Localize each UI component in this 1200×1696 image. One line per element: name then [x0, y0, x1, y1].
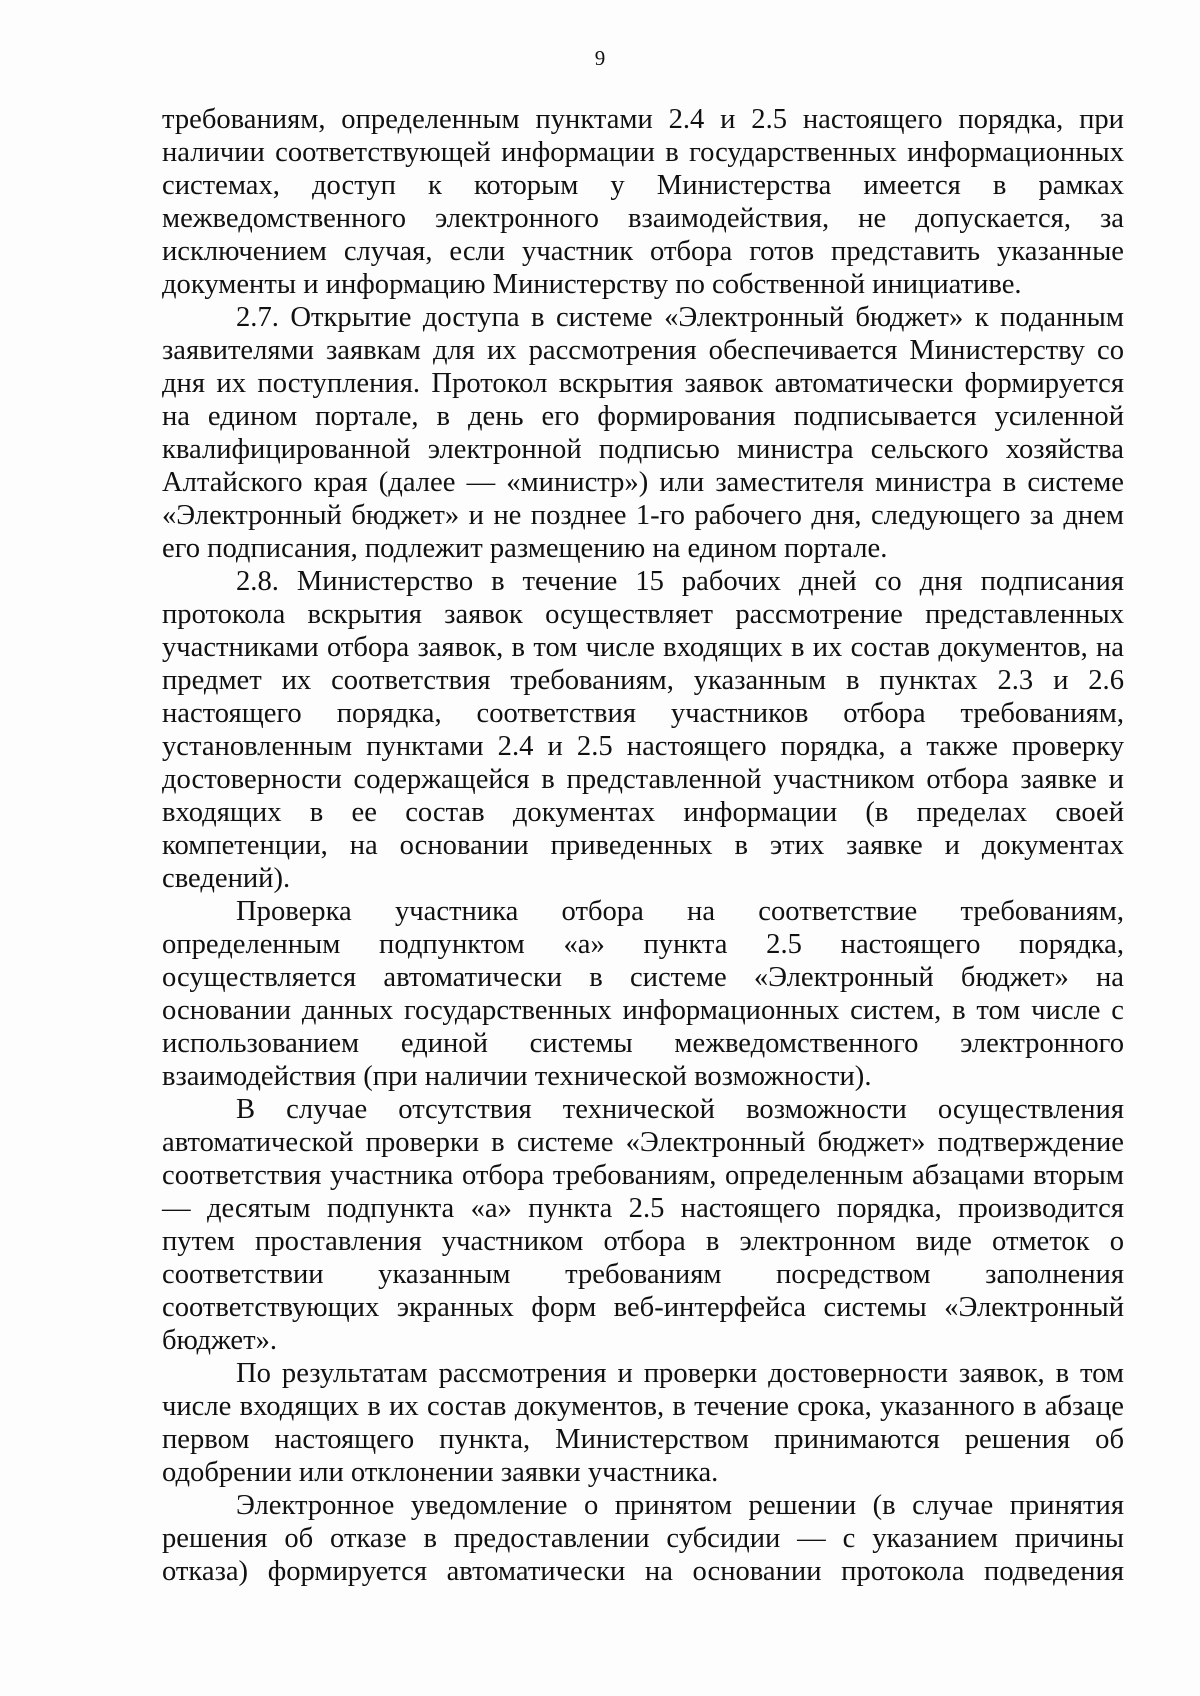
paragraph	[162, 301, 1124, 565]
text-line: требованиям, определенным пунктами 2.4 и 2.5 настоящего порядка, при	[162, 104, 1124, 135]
text-line: — десятым подпункта «а» пункта 2.5 настоящего порядка, производится	[162, 1193, 1124, 1224]
text-line: взаимодействия (при наличии технической возможности).	[162, 1061, 872, 1092]
text-line: компетенции, на основании приведенных в этих заявке и документах	[162, 830, 1124, 861]
text-line: протокола вскрытия заявок осуществляет рассмотрение представленных	[162, 599, 1124, 630]
text-line: системах, доступ к которым у Министерства имеется в рамках	[162, 170, 1124, 201]
text-line: наличии соответствующей информации в государственных информационных	[162, 137, 1124, 168]
text-line: Алтайского края (далее — «министр») или заместителя министра в системе	[162, 467, 1124, 498]
text-line: соответствии указанным требованиям посредством заполнения	[162, 1259, 1124, 1290]
paragraph	[162, 103, 1124, 301]
text-line: исключением случая, если участник отбора готов представить указанные	[162, 236, 1124, 267]
text-line: одобрении или отклонении заявки участника.	[162, 1457, 719, 1488]
paragraph	[162, 1093, 1124, 1357]
text-line: его подписания, подлежит размещению на едином портале.	[162, 533, 888, 564]
paragraph	[162, 1489, 1124, 1588]
text-line: 2.8. Министерство в течение 15 рабочих дней со дня подписания	[236, 566, 1124, 597]
text-line: путем проставления участником отбора в электронном виде отметок о	[162, 1226, 1124, 1257]
text-line: соответствия участника отбора требованиям, определенным абзацами вторым	[162, 1160, 1124, 1191]
paragraph	[162, 1357, 1124, 1489]
text-line: 2.7. Открытие доступа в системе «Электронный бюджет» к поданным	[236, 302, 1124, 333]
text-line: межведомственного электронного взаимодействия, не допускается, за	[162, 203, 1124, 234]
text-line: достоверности содержащейся в представленной участником отбора заявке и	[162, 764, 1124, 795]
text-line: определенным подпунктом «а» пункта 2.5 настоящего порядка,	[162, 929, 1124, 960]
paragraph	[162, 895, 1124, 1093]
text-line: заявителями заявкам для их рассмотрения обеспечивается Министерству со	[162, 335, 1124, 366]
paragraph	[162, 565, 1124, 895]
text-line: числе входящих в их состав документов, в течение срока, указанного в абзаце	[162, 1391, 1124, 1422]
text-line: отказа) формируется автоматически на основании протокола подведения	[162, 1556, 1124, 1587]
text-line: Электронное уведомление о принятом решении (в случае принятия	[236, 1490, 1124, 1521]
text-line: основании данных государственных информационных систем, в том числе с	[162, 995, 1124, 1026]
document-body	[162, 103, 1124, 1588]
text-line: квалифицированной электронной подписью министра сельского хозяйства	[162, 434, 1124, 465]
text-line: дня их поступления. Протокол вскрытия заявок автоматически формируется	[162, 368, 1124, 399]
text-line: документы и информацию Министерству по собственной инициативе.	[162, 269, 1022, 300]
text-line: бюджет».	[162, 1325, 278, 1356]
text-line: соответствующих экранных форм веб-интерфейса системы «Электронный	[162, 1292, 1124, 1323]
text-line: В случае отсутствия технической возможности осуществления	[236, 1094, 1124, 1125]
text-line: сведений).	[162, 863, 291, 894]
text-line: решения об отказе в предоставлении субсидии — с указанием причины	[162, 1523, 1124, 1554]
text-line: первом настоящего пункта, Министерством принимаются решения об	[162, 1424, 1124, 1455]
text-line: предмет их соответствия требованиям, указанным в пунктах 2.3 и 2.6	[162, 665, 1124, 696]
text-line: автоматической проверки в системе «Электронный бюджет» подтверждение	[162, 1127, 1124, 1158]
page-number: 9	[594, 46, 606, 70]
text-line: установленным пунктами 2.4 и 2.5 настоящего порядка, а также проверку	[162, 731, 1124, 762]
text-line: участниками отбора заявок, в том числе входящих в их состав документов, на	[162, 632, 1124, 663]
text-line: входящих в ее состав документах информации (в пределах своей	[162, 797, 1124, 828]
text-line: По результатам рассмотрения и проверки достоверности заявок, в том	[236, 1358, 1124, 1389]
text-line: использованием единой системы межведомственного электронного	[162, 1028, 1124, 1059]
text-line: настоящего порядка, соответствия участников отбора требованиям,	[162, 698, 1124, 729]
text-line: осуществляется автоматически в системе «Электронный бюджет» на	[162, 962, 1124, 993]
text-line: Проверка участника отбора на соответствие требованиям,	[236, 896, 1124, 927]
text-line: на едином портале, в день его формирования подписывается усиленной	[162, 401, 1124, 432]
text-line: «Электронный бюджет» и не позднее 1-го рабочего дня, следующего за днем	[162, 500, 1124, 531]
